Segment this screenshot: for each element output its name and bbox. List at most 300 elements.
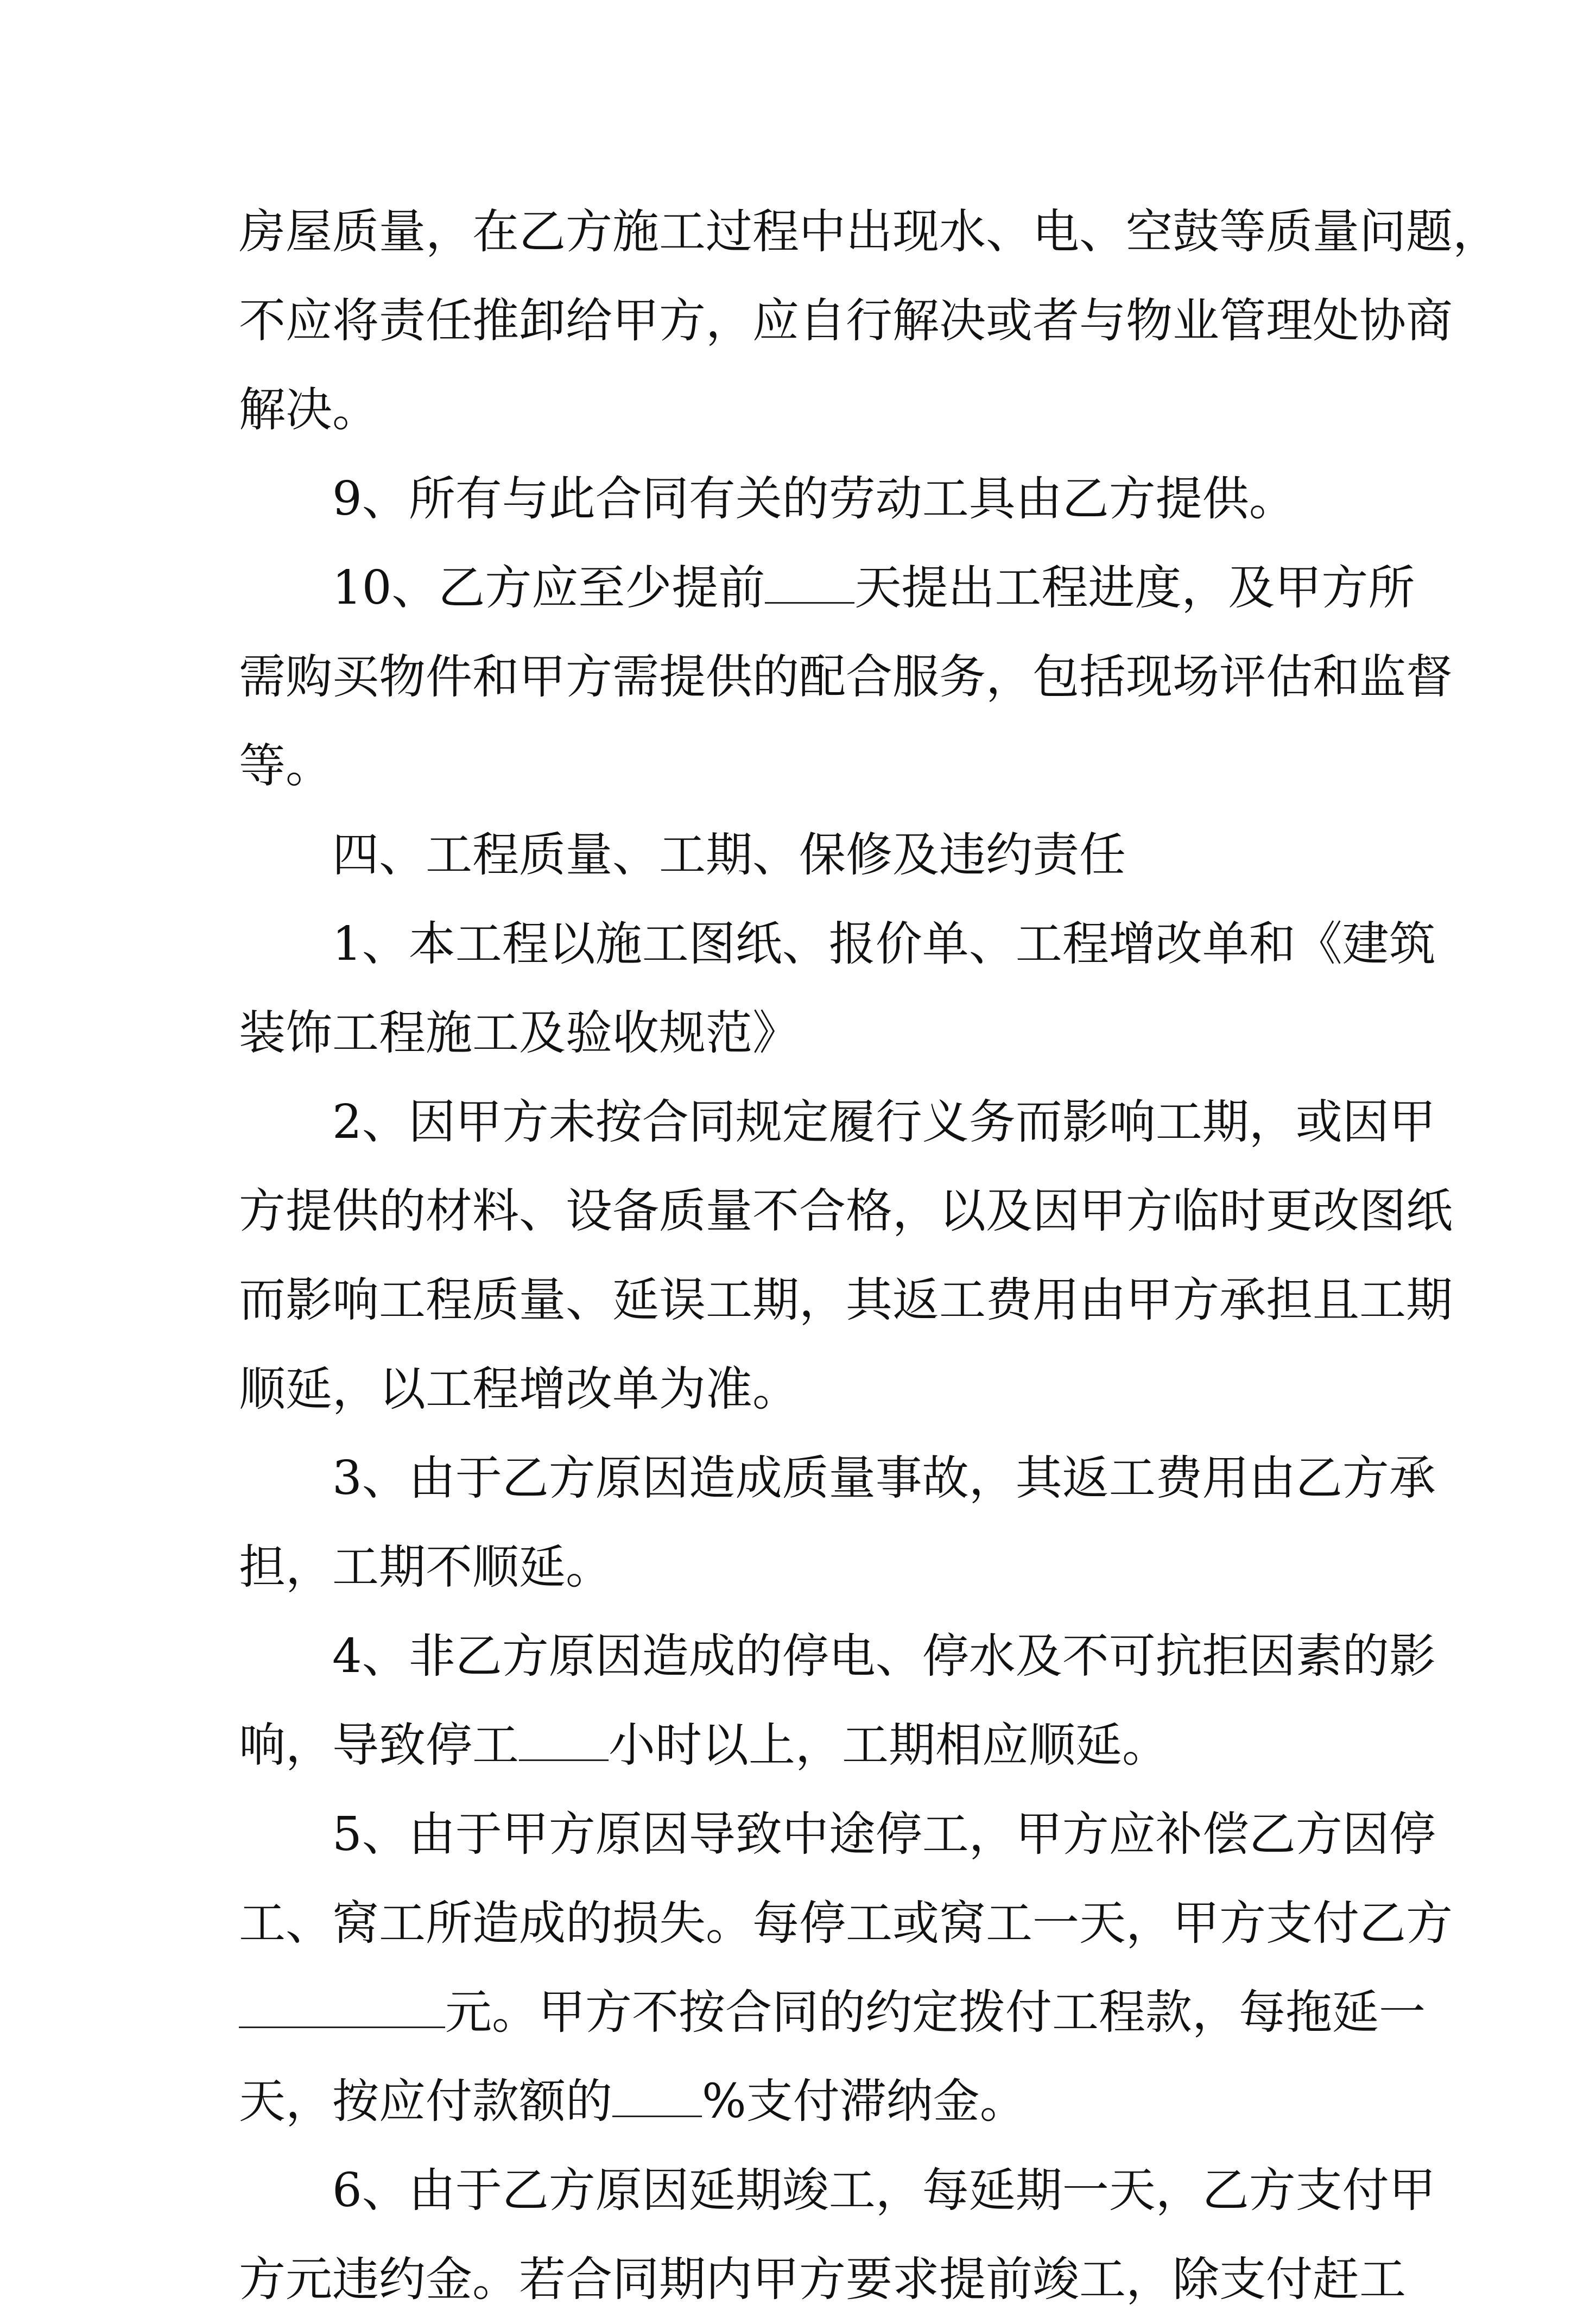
line-char: 竣 bbox=[782, 2163, 829, 2218]
line-char: 量 bbox=[379, 205, 426, 259]
line-char: 原 bbox=[595, 1807, 642, 1861]
line-char: 方 bbox=[799, 2252, 846, 2307]
line-char: 和 bbox=[1249, 917, 1296, 971]
fill-in-blank[interactable] bbox=[765, 564, 854, 604]
line-char: ， bbox=[1126, 2252, 1173, 2307]
line-char: 、 bbox=[362, 917, 409, 971]
line-char: 增 bbox=[1108, 917, 1156, 971]
line-char: 成 bbox=[519, 1896, 566, 1951]
line-char: 、 bbox=[362, 1629, 409, 1683]
line-char: 方 bbox=[1062, 1807, 1109, 1861]
line-char: 、 bbox=[968, 917, 1016, 971]
line-char: 单 bbox=[922, 917, 969, 971]
paragraph-line bbox=[239, 721, 1335, 810]
line-char: 甲 bbox=[1173, 1896, 1219, 1951]
line-char: 物 bbox=[1126, 294, 1173, 348]
line-char: 事 bbox=[875, 1451, 922, 1505]
line-char: 工 bbox=[659, 205, 706, 259]
line-char: ， bbox=[968, 1807, 1016, 1861]
line-char: 停 bbox=[922, 1629, 969, 1683]
line-text: 顺延，以工程增改单为准。 bbox=[239, 1362, 799, 1416]
line-char: 图 bbox=[688, 917, 736, 971]
line-char: 方 bbox=[1342, 1451, 1389, 1505]
line-char: 乙 bbox=[1249, 1807, 1296, 1861]
line-char: 致 bbox=[735, 1807, 782, 1861]
line-text: %支付滞纳金。 bbox=[702, 2074, 1027, 2129]
line-char: 及 bbox=[1015, 1629, 1062, 1683]
line-char: ， bbox=[706, 294, 752, 348]
line-char: 工 bbox=[379, 1273, 426, 1327]
line-char: 工 bbox=[986, 1896, 1032, 1951]
line-char: 竣 bbox=[1032, 2252, 1079, 2307]
line-char: 响 bbox=[332, 1273, 379, 1327]
line-char: 价 bbox=[875, 917, 922, 971]
line-char: 导 bbox=[688, 1807, 736, 1861]
line-char: 方 bbox=[239, 2252, 286, 2307]
line-char: ， bbox=[426, 205, 472, 259]
line-char: 于 bbox=[455, 1451, 502, 1505]
line-char: 给 bbox=[566, 294, 612, 348]
line-char: 和 bbox=[472, 650, 519, 704]
line-char: 原 bbox=[595, 1451, 642, 1505]
line-char: 量 bbox=[519, 1273, 566, 1327]
line-char: 期 bbox=[1406, 1273, 1453, 1327]
line-char: 等 bbox=[1219, 205, 1266, 259]
paragraph-line bbox=[239, 1701, 1335, 1790]
line-char: 原 bbox=[548, 1629, 596, 1683]
line-char: 业 bbox=[1173, 294, 1219, 348]
fill-in-blank[interactable] bbox=[239, 1989, 445, 2028]
line-char: 1 bbox=[332, 917, 362, 971]
line-char: 方 bbox=[548, 1451, 596, 1505]
line-char: 合 bbox=[799, 1184, 846, 1238]
line-char: 乙 bbox=[1359, 1896, 1406, 1951]
line-text: 装饰工程施工及验收规范》 bbox=[239, 1006, 799, 1060]
paragraph-line bbox=[239, 1790, 1436, 1879]
line-char: 估 bbox=[1266, 650, 1313, 704]
line-text: 解决。 bbox=[239, 383, 379, 437]
line-char: 现 bbox=[1126, 650, 1173, 704]
line-char: 合 bbox=[566, 2252, 612, 2307]
line-char: 现 bbox=[892, 205, 939, 259]
line-char: 施 bbox=[612, 205, 659, 259]
line-char: 抗 bbox=[1155, 1629, 1202, 1683]
line-char: 量 bbox=[1313, 205, 1359, 259]
line-char: 天 bbox=[1079, 1896, 1126, 1951]
line-char: 需 bbox=[239, 650, 286, 704]
line-char: 方 bbox=[1406, 1896, 1453, 1951]
line-char: 甲 bbox=[1389, 2163, 1436, 2218]
line-char: 施 bbox=[595, 917, 642, 971]
line-text: 等。 bbox=[239, 739, 332, 793]
line-char: 一 bbox=[1032, 1896, 1079, 1951]
line-char: 支 bbox=[1266, 1896, 1313, 1951]
line-char: 乙 bbox=[455, 1629, 502, 1683]
line-char: 因 bbox=[642, 1807, 689, 1861]
line-char: 赶 bbox=[1313, 2252, 1359, 2307]
line-char: 期 bbox=[752, 1273, 799, 1327]
line-char: 中 bbox=[782, 1807, 829, 1861]
line-char: 程 bbox=[752, 205, 799, 259]
paragraph-line bbox=[239, 1968, 1426, 2057]
line-char: 造 bbox=[688, 1451, 736, 1505]
line-char: 造 bbox=[472, 1896, 519, 1951]
line-char: 因 bbox=[1342, 1095, 1389, 1149]
line-char: 非 bbox=[408, 1629, 455, 1683]
line-char: 括 bbox=[1079, 650, 1126, 704]
line-char: 购 bbox=[286, 650, 332, 704]
line-char: 筑 bbox=[1389, 917, 1436, 971]
line-char: 元 bbox=[286, 2252, 332, 2307]
line-char: 窝 bbox=[939, 1896, 986, 1951]
line-char: 失 bbox=[659, 1896, 706, 1951]
line-char: 。 bbox=[472, 2252, 519, 2307]
line-char: 、 bbox=[362, 1095, 409, 1149]
line-char: 4 bbox=[332, 1629, 362, 1683]
line-char: 一 bbox=[1062, 2163, 1109, 2218]
line-char: 求 bbox=[892, 2252, 939, 2307]
line-char: ， bbox=[1155, 2163, 1202, 2218]
paragraph-line bbox=[239, 276, 1453, 365]
line-char: 空 bbox=[1126, 205, 1173, 259]
line-char: 所 bbox=[426, 1896, 472, 1951]
line-char: 规 bbox=[735, 1095, 782, 1149]
line-char: 支 bbox=[1219, 2252, 1266, 2307]
line-char: 成 bbox=[688, 1629, 736, 1683]
line-char: 因 bbox=[1249, 1629, 1296, 1683]
line-char: 纸 bbox=[1406, 1184, 1453, 1238]
line-char: 途 bbox=[828, 1807, 876, 1861]
line-char: 、 bbox=[566, 1273, 612, 1327]
line-char: 卸 bbox=[519, 294, 566, 348]
paragraph-line bbox=[239, 1434, 1436, 1523]
line-text: 10、乙方应至少提前 bbox=[332, 561, 765, 615]
fill-in-blank[interactable] bbox=[612, 2078, 702, 2117]
line-char: 合 bbox=[642, 1095, 689, 1149]
line-char: 协 bbox=[1359, 294, 1406, 348]
line-char: 的 bbox=[752, 650, 799, 704]
line-char: 延 bbox=[688, 2163, 736, 2218]
line-char: 的 bbox=[566, 1896, 612, 1951]
line-char: 房 bbox=[239, 205, 286, 259]
line-char: 违 bbox=[332, 2252, 379, 2307]
line-char: 供 bbox=[332, 1184, 379, 1238]
line-char: 材 bbox=[426, 1184, 472, 1238]
line-char: 。 bbox=[706, 1896, 752, 1951]
line-char: 故 bbox=[922, 1451, 969, 1505]
line-char: 质 bbox=[1266, 205, 1313, 259]
line-char: 同 bbox=[688, 1095, 736, 1149]
line-char: 工 bbox=[1079, 2252, 1126, 2307]
line-char: 甲 bbox=[1015, 1807, 1062, 1861]
line-char: 、 bbox=[519, 1184, 566, 1238]
paragraph-line bbox=[239, 1256, 1453, 1345]
line-char: 评 bbox=[1219, 650, 1266, 704]
line-char: 方 bbox=[548, 1807, 596, 1861]
line-char: 报 bbox=[828, 917, 876, 971]
line-char: 义 bbox=[922, 1095, 969, 1149]
line-char: 由 bbox=[1249, 1451, 1296, 1505]
line-char: 质 bbox=[472, 1273, 519, 1327]
line-char: 改 bbox=[1313, 1184, 1359, 1238]
line-char: 窝 bbox=[332, 1896, 379, 1951]
line-char: 方 bbox=[548, 2163, 596, 2218]
line-char: 停 bbox=[875, 1807, 922, 1861]
line-char: 和 bbox=[1313, 650, 1359, 704]
line-char: 服 bbox=[892, 650, 939, 704]
line-char: 每 bbox=[922, 2163, 969, 2218]
line-char: 用 bbox=[1202, 1451, 1249, 1505]
line-char: 甲 bbox=[1079, 1184, 1126, 1238]
line-char: 格 bbox=[846, 1184, 892, 1238]
paragraph-line bbox=[239, 1612, 1436, 1701]
line-char: 担 bbox=[1266, 1273, 1313, 1327]
paragraph-line bbox=[239, 365, 1335, 454]
line-char: 或 bbox=[892, 1896, 939, 1951]
line-char: 甲 bbox=[519, 650, 566, 704]
line-char: 以 bbox=[939, 1184, 986, 1238]
line-char: 纸 bbox=[735, 917, 782, 971]
line-text: 9、所有与此合同有关的劳动工具由乙方提供。 bbox=[332, 472, 1296, 526]
line-text: 响，导致停工 bbox=[239, 1718, 519, 1772]
paragraph-line bbox=[239, 900, 1436, 989]
line-char: 将 bbox=[332, 294, 379, 348]
line-char: 按 bbox=[595, 1095, 642, 1149]
line-char: 支 bbox=[1295, 2163, 1342, 2218]
line-char: 工 bbox=[455, 917, 502, 971]
line-char: 金 bbox=[426, 2252, 472, 2307]
line-char: 出 bbox=[846, 205, 892, 259]
line-char: 费 bbox=[1155, 1451, 1202, 1505]
line-char: 期 bbox=[1202, 1095, 1249, 1149]
line-char: 务 bbox=[968, 1095, 1016, 1149]
line-char: 工 bbox=[706, 1273, 752, 1327]
document-body bbox=[239, 187, 1499, 2324]
line-char: 不 bbox=[752, 1184, 799, 1238]
line-char: 决 bbox=[939, 294, 986, 348]
line-char: 2 bbox=[332, 1095, 362, 1149]
line-char: 电 bbox=[1032, 205, 1079, 259]
paragraph-line bbox=[239, 1879, 1453, 1968]
line-char: 工 bbox=[846, 1896, 892, 1951]
line-char: ， bbox=[1126, 1896, 1173, 1951]
line-char: 因 bbox=[595, 1629, 642, 1683]
line-char: 停 bbox=[782, 1629, 829, 1683]
line-char: 期 bbox=[1015, 2163, 1062, 2218]
line-char: 商 bbox=[1406, 294, 1453, 348]
line-char: 、 bbox=[986, 205, 1032, 259]
line-char: 返 bbox=[892, 1273, 939, 1327]
line-char: 提 bbox=[659, 650, 706, 704]
line-char: 停 bbox=[1389, 1807, 1436, 1861]
heading-text: 四、工程质量、工期、保修及违约责任 bbox=[332, 828, 1126, 882]
line-char: 单 bbox=[1202, 917, 1249, 971]
line-char: 工 bbox=[239, 1896, 286, 1951]
line-char: 且 bbox=[1313, 1273, 1359, 1327]
line-char: 补 bbox=[1155, 1807, 1202, 1861]
line-char: 造 bbox=[642, 1629, 689, 1683]
line-char: 费 bbox=[986, 1273, 1032, 1327]
line-char: 行 bbox=[875, 1095, 922, 1149]
line-char: 延 bbox=[968, 2163, 1016, 2218]
paragraph-line bbox=[239, 1167, 1453, 1256]
line-char: 因 bbox=[1032, 1184, 1079, 1238]
line-char: 因 bbox=[642, 2163, 689, 2218]
line-char: 履 bbox=[828, 1095, 876, 1149]
line-char: 件 bbox=[426, 650, 472, 704]
line-char: 若 bbox=[519, 2252, 566, 2307]
line-char: 方 bbox=[659, 294, 706, 348]
line-char: 甲 bbox=[1389, 1095, 1436, 1149]
line-char: 与 bbox=[1079, 294, 1126, 348]
line-char: 影 bbox=[286, 1273, 332, 1327]
line-char: 因 bbox=[408, 1095, 455, 1149]
line-char: 的 bbox=[1342, 1629, 1389, 1683]
line-char: 停 bbox=[799, 1896, 846, 1951]
line-char: 工 bbox=[939, 1273, 986, 1327]
line-char: 解 bbox=[892, 294, 939, 348]
line-char: 偿 bbox=[1202, 1807, 1249, 1861]
fill-in-blank[interactable] bbox=[519, 1721, 609, 1761]
line-char: 前 bbox=[986, 2252, 1032, 2307]
line-char: 5 bbox=[332, 1807, 362, 1861]
line-char: ， bbox=[875, 2163, 922, 2218]
line-char: 程 bbox=[426, 1273, 472, 1327]
line-char: ， bbox=[986, 650, 1032, 704]
line-char: 方 bbox=[1249, 2163, 1296, 2218]
line-char: 中 bbox=[799, 205, 846, 259]
line-char: 素 bbox=[1295, 1629, 1342, 1683]
line-char: 自 bbox=[799, 294, 846, 348]
line-char: 买 bbox=[332, 650, 379, 704]
line-char: 方 bbox=[1219, 1896, 1266, 1951]
line-char: ， bbox=[1453, 205, 1499, 259]
line-char: 工 bbox=[922, 1807, 969, 1861]
line-text: 小时以上，工期相应顺延。 bbox=[609, 1718, 1169, 1772]
line-char: 定 bbox=[782, 1095, 829, 1149]
line-char: 工 bbox=[1359, 1273, 1406, 1327]
line-char: 、 bbox=[782, 917, 829, 971]
line-char: 鼓 bbox=[1173, 205, 1219, 259]
line-char: 延 bbox=[612, 1273, 659, 1327]
line-char: 问 bbox=[1359, 205, 1406, 259]
paragraph-line bbox=[239, 2235, 1406, 2324]
line-char: 约 bbox=[379, 2252, 426, 2307]
line-char: 提 bbox=[286, 1184, 332, 1238]
line-char: 乙 bbox=[502, 1451, 549, 1505]
line-char: 承 bbox=[1219, 1273, 1266, 1327]
line-char: 或 bbox=[1295, 1095, 1342, 1149]
line-char: 方 bbox=[1173, 1273, 1219, 1327]
line-char: 设 bbox=[566, 1184, 612, 1238]
line-char: 影 bbox=[1062, 1095, 1109, 1149]
line-char: 甲 bbox=[455, 1095, 502, 1149]
line-char: 备 bbox=[612, 1184, 659, 1238]
line-char: 乙 bbox=[502, 2163, 549, 2218]
line-char: 行 bbox=[846, 294, 892, 348]
line-char: 供 bbox=[706, 650, 752, 704]
line-char: ， bbox=[892, 1184, 939, 1238]
line-char: 管 bbox=[1219, 294, 1266, 348]
line-char: 配 bbox=[799, 650, 846, 704]
line-char: 工 bbox=[1359, 2252, 1406, 2307]
line-char: 乙 bbox=[519, 205, 566, 259]
line-char: 质 bbox=[782, 1451, 829, 1505]
line-char: 影 bbox=[1389, 1629, 1436, 1683]
line-char: 原 bbox=[595, 2163, 642, 2218]
line-char: 除 bbox=[1173, 2252, 1219, 2307]
line-char: 提 bbox=[939, 2252, 986, 2307]
line-char: 处 bbox=[1313, 294, 1359, 348]
line-char: 应 bbox=[286, 294, 332, 348]
line-char: 电 bbox=[828, 1629, 876, 1683]
line-char: 应 bbox=[1108, 1807, 1156, 1861]
line-char: 程 bbox=[1062, 917, 1109, 971]
line-char: 因 bbox=[1342, 1807, 1389, 1861]
line-char: 方 bbox=[1295, 1807, 1342, 1861]
line-char: 《 bbox=[1295, 917, 1342, 971]
line-char: 可 bbox=[1108, 1629, 1156, 1683]
line-char: 而 bbox=[1015, 1095, 1062, 1149]
line-char: 包 bbox=[1032, 650, 1079, 704]
line-char: 、 bbox=[362, 1451, 409, 1505]
line-char: 其 bbox=[846, 1273, 892, 1327]
line-char: 工 bbox=[1015, 917, 1062, 971]
line-char: ， bbox=[968, 1451, 1016, 1505]
line-char: 不 bbox=[1062, 1629, 1109, 1683]
line-char: 、 bbox=[286, 1896, 332, 1951]
paragraph-line bbox=[239, 1345, 1335, 1434]
line-char: 其 bbox=[1015, 1451, 1062, 1505]
line-char: 期 bbox=[735, 2163, 782, 2218]
line-char: 方 bbox=[566, 650, 612, 704]
line-char: 乙 bbox=[1295, 1451, 1342, 1505]
line-char: ， bbox=[799, 1273, 846, 1327]
paragraph-line bbox=[239, 543, 1415, 632]
line-char: 质 bbox=[659, 1184, 706, 1238]
line-char: 程 bbox=[502, 917, 549, 971]
line-char: 图 bbox=[1359, 1184, 1406, 1238]
line-char: 付 bbox=[1342, 2163, 1389, 2218]
line-char: 误 bbox=[659, 1273, 706, 1327]
line-text: 天，按应付款额的 bbox=[239, 2074, 612, 2129]
line-char: 乙 bbox=[1202, 2163, 1249, 2218]
line-char: 承 bbox=[1389, 1451, 1436, 1505]
line-char: 合 bbox=[846, 650, 892, 704]
paragraph-line bbox=[239, 632, 1453, 721]
line-char: 本 bbox=[408, 917, 455, 971]
line-char: 时 bbox=[1219, 1184, 1266, 1238]
paragraph-line bbox=[239, 1523, 1335, 1612]
line-char: 工 bbox=[828, 2163, 876, 2218]
line-char: 过 bbox=[706, 205, 752, 259]
paragraph-line bbox=[239, 989, 1335, 1078]
line-char: 方 bbox=[502, 1095, 549, 1149]
line-char: ， bbox=[1249, 1095, 1296, 1149]
line-char: 、 bbox=[362, 2163, 409, 2218]
line-char: 工 bbox=[1108, 1451, 1156, 1505]
line-char: 响 bbox=[1108, 1095, 1156, 1149]
line-char: 拒 bbox=[1202, 1629, 1249, 1683]
line-char: 务 bbox=[939, 650, 986, 704]
line-char: 返 bbox=[1062, 1451, 1109, 1505]
section-heading bbox=[239, 810, 1335, 900]
line-char: 要 bbox=[846, 2252, 892, 2307]
line-char: 场 bbox=[1173, 650, 1219, 704]
line-char: 成 bbox=[735, 1451, 782, 1505]
paragraph-line bbox=[239, 2057, 1335, 2146]
line-char: 因 bbox=[642, 1451, 689, 1505]
